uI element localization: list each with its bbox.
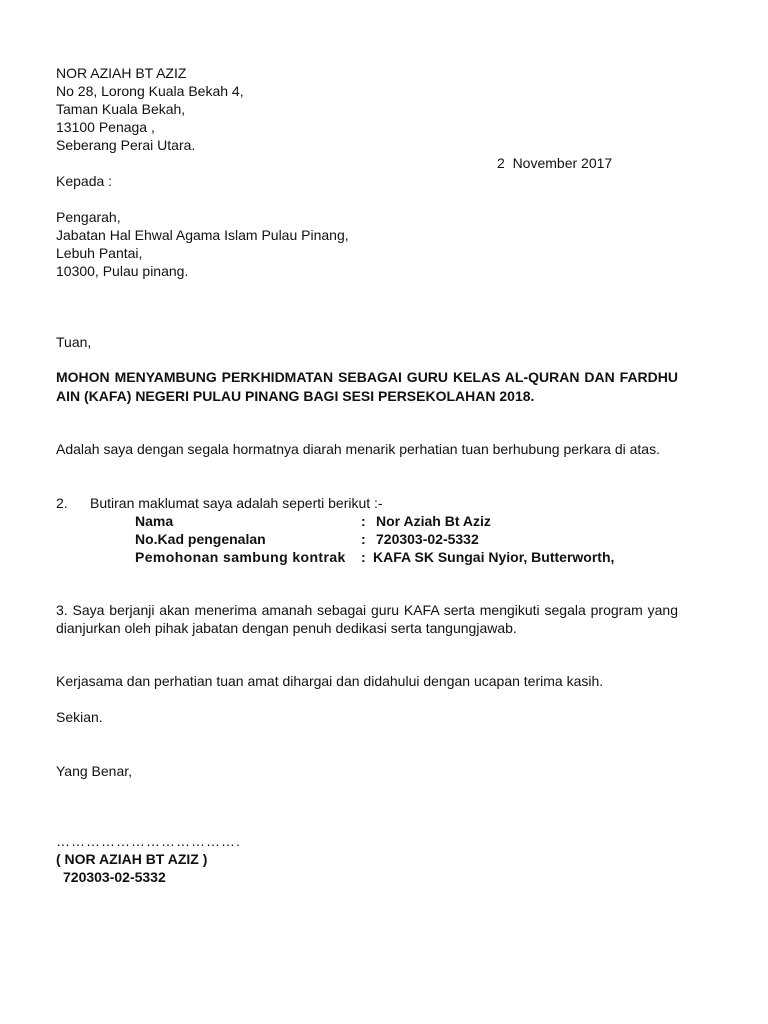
field-label-name: Nama — [135, 513, 174, 529]
letter-date: 2 November 2017 — [497, 155, 613, 171]
paragraph-3: 3. Saya berjanji akan menerima amanah sebagai guru KAFA serta mengikuti segala program yang dianjurkan oleh pihak jabatan dengan penuh dedikasi serta tangungjawab. — [56, 602, 678, 636]
paragraph-2-number: 2. — [56, 495, 68, 511]
closing-sekian: Sekian. — [56, 709, 103, 725]
field-value-contract: KAFA SK Sungai Nyior, Butterworth, — [373, 549, 615, 565]
paragraph-4: Kerjasama dan perhatian tuan amat dihargai dan didahului dengan ucapan terima kasih. — [56, 673, 604, 689]
sender-address-line-4: Seberang Perai Utara. — [56, 137, 196, 153]
field-separator: : — [361, 513, 366, 529]
paragraph-2-intro: Butiran maklumat saya adalah seperti berikut :- — [90, 495, 383, 511]
letter-subject: MOHON MENYAMBUNG PERKHIDMATAN SEBAGAI GURU KELAS AL-QURAN DAN FARDHU AIN (KAFA) NEGERI PULAU PINANG BAGI SESI PERSEKOLAHAN 2018. — [56, 369, 678, 404]
sender-address-line-3: 13100 Penaga , — [56, 119, 155, 135]
field-label-contract: Pemohonan sambung kontrak — [135, 549, 346, 565]
recipient-prefix: Kepada : — [56, 173, 113, 189]
signature-line: ………………………………. — [56, 833, 241, 849]
salutation: Tuan, — [56, 334, 92, 350]
field-separator: : — [361, 549, 366, 565]
field-label-ic: No.Kad pengenalan — [135, 531, 266, 547]
sender-name: NOR AZIAH BT AZIZ — [56, 65, 187, 81]
field-value-ic: 720303-02-5332 — [376, 531, 479, 547]
field-value-name: Nor Aziah Bt Aziz — [376, 513, 491, 529]
signature-ic-number: 720303-02-5332 — [63, 869, 166, 885]
paragraph-1: Adalah saya dengan segala hormatnya diarah menarik perhatian tuan berhubung perkara di atas. — [56, 441, 660, 457]
recipient-line-2: Jabatan Hal Ehwal Agama Islam Pulau Pinang, — [56, 227, 349, 243]
recipient-line-1: Pengarah, — [56, 209, 121, 225]
signature-name: ( NOR AZIAH BT AZIZ ) — [56, 851, 208, 867]
recipient-line-4: 10300, Pulau pinang. — [56, 263, 189, 279]
sender-address-line-2: Taman Kuala Bekah, — [56, 101, 186, 117]
closing-yang-benar: Yang Benar, — [56, 763, 133, 779]
recipient-line-3: Lebuh Pantai, — [56, 245, 143, 261]
field-separator: : — [361, 531, 366, 547]
sender-address-line-1: No 28, Lorong Kuala Bekah 4, — [56, 83, 244, 99]
